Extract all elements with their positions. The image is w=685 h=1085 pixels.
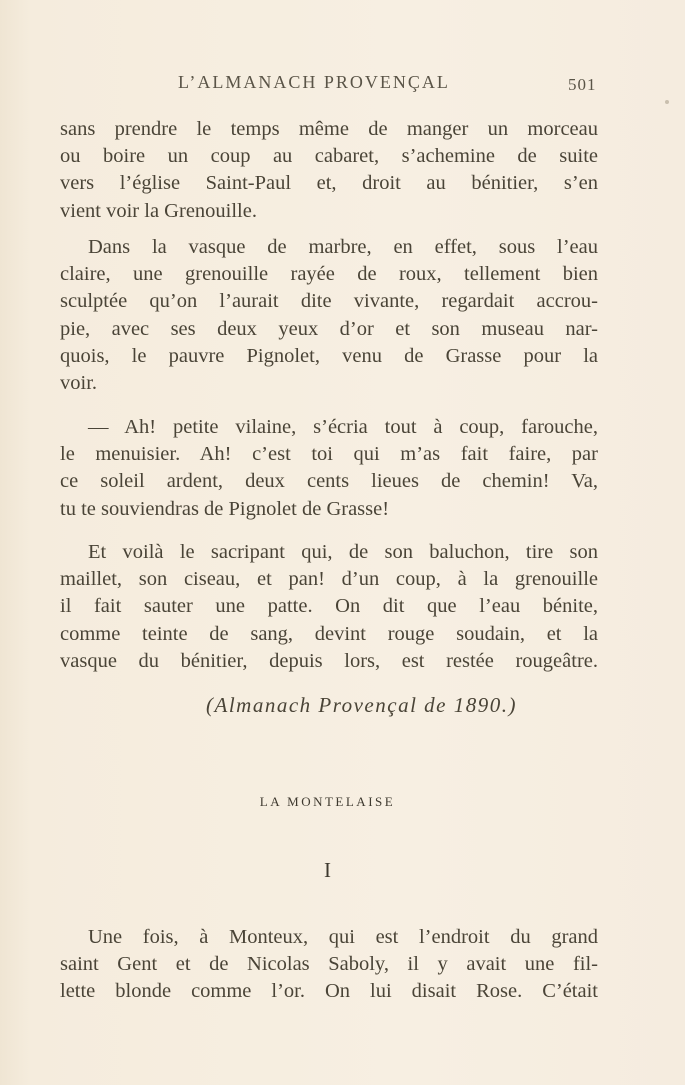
text-line: sans prendre le temps même de manger un morceau [60,118,598,140]
text-line: — Ah! petite vilaine, s’écria tout à coup, farouche, [88,416,598,438]
text-line: comme teinte de sang, devint rouge soudain, et la [60,622,598,645]
paragraph-1 [60,116,598,225]
text-line: saint Gent et de Nicolas Saboly, il y avait une fil- [60,953,598,976]
paragraph-5 [60,924,598,1006]
text-line: vient voir la Grenouille. [60,199,257,222]
text-line: claire, une grenouille rayée de roux, tellement bien [60,263,598,286]
text-line: quois, le pauvre Pignolet, venu de Grasse pour la [60,344,598,367]
text-line: Et voilà le sacripant qui, de son baluchon, tire son [88,541,598,563]
text-line: lette blonde comme l’or. On lui disait Rose. C’était [60,980,598,1003]
text-line: ce soleil ardent, deux cents lieues de chemin! Va, [60,470,598,493]
paragraph-3 [60,414,598,523]
chapter-number [0,858,685,883]
text-line: pie, avec ses deux yeux d’or et son museau nar- [60,317,598,340]
text-line: Une fois, à Monteux, qui est l’endroit du grand [88,926,598,948]
section-title: LA MONTELAISE [259,794,396,809]
running-head: L’ALMANACH PROVENÇAL [178,72,450,92]
paragraph-2 [60,234,598,397]
paragraph-4 [60,539,598,675]
section-heading [0,794,685,810]
text-line: sculptée qu’on l’aurait dite vivante, regardait accrou- [60,290,598,313]
source-citation: (Almanach Provençal de 1890.) [206,693,517,717]
chapter-numeral: I [324,858,331,882]
text-line: ou boire un coup au cabaret, s’achemine de suite [60,145,598,168]
text-line: maillet, son ciseau, et pan! d’un coup, à la grenouille [60,568,598,591]
text-line: vasque du bénitier, depuis lors, est restée rougeâtre. [60,649,598,672]
page-number: 501 [568,75,597,94]
text-line: vers l’église Saint-Paul et, droit au bénitier, s’en [60,172,598,195]
text-line: voir. [60,371,98,394]
text-line: il fait sauter une patte. On dit que l’eau bénite, [60,595,598,618]
text-line: Dans la vasque de marbre, en effet, sous l’eau [88,236,598,258]
paper-speck [665,100,669,104]
text-line: tu te souviendras de Pignolet de Grasse! [60,497,390,520]
text-line: le menuisier. Ah! c’est toi qui m’as fait faire, par [60,443,598,466]
